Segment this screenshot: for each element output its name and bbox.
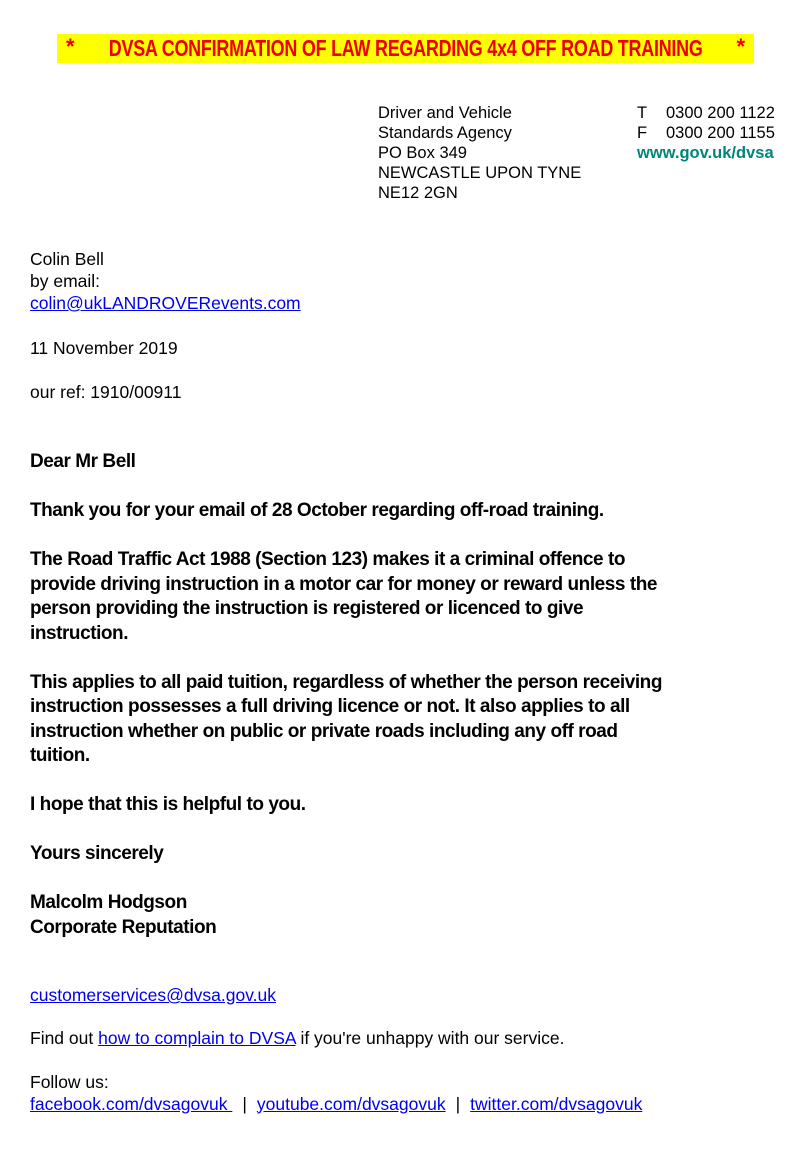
separator: |: [242, 1093, 247, 1114]
social-links-row: [30, 1094, 642, 1116]
letter-body: [30, 450, 662, 940]
phone-number: 0300 200 1122: [666, 104, 775, 122]
contact-block: [637, 103, 775, 163]
signature-block: [30, 891, 662, 940]
sender-address-line: Driver and Vehicle: [378, 104, 512, 122]
recipient-name: Colin Bell: [30, 249, 104, 269]
sender-address-line: Standards Agency: [378, 124, 512, 142]
complain-prefix: Find out: [30, 1028, 99, 1048]
recipient-block: [30, 248, 301, 403]
banner: [57, 34, 754, 63]
sender-address: [378, 103, 581, 203]
facebook-link[interactable]: facebook.com/dvsagovuk: [30, 1093, 233, 1114]
banner-asterisk-left: *: [66, 34, 75, 59]
complain-link[interactable]: how to complain to DVSA: [98, 1028, 296, 1048]
sender-address-line: NE12 2GN: [378, 184, 458, 202]
sender-address-line: PO Box 349: [378, 144, 467, 162]
banner-title: DVSA CONFIRMATION OF LAW REGARDING 4x4 OFF ROAD TRAINING: [108, 35, 703, 61]
sender-address-line: NEWCASTLE UPON TYNE: [378, 164, 582, 182]
follow-us-label: Follow us:: [30, 1072, 109, 1092]
banner-asterisk-right: *: [736, 34, 745, 59]
salutation: Dear Mr Bell: [30, 451, 136, 472]
closing: Yours sincerely: [30, 843, 164, 864]
paragraph: This applies to all paid tuition, regardless of whether the person receiving instruction possesses a full driving licence or not. It also applies to all instruction whether on public or private roads including any off road tuition.: [30, 671, 662, 766]
fax-label: F: [637, 124, 648, 142]
customer-services-email-link[interactable]: customerservices@dvsa.gov.uk: [30, 985, 276, 1005]
separator: |: [455, 1093, 461, 1114]
twitter-link[interactable]: twitter.com/dvsagovuk: [470, 1093, 643, 1114]
letter-reference: our ref: 1910/00911: [30, 382, 182, 402]
youtube-link[interactable]: youtube.com/dvsagovuk: [256, 1093, 446, 1114]
footer-email-row: [30, 985, 642, 1007]
recipient-delivery: by email:: [30, 271, 101, 291]
paragraph: The Road Traffic Act 1988 (Section 123) makes it a criminal offence to provide driving instruction in a motor car for money or reward unless the person providing the instruction is registered or licenced to give instruction.: [30, 549, 657, 644]
paragraph: I hope that this is helpful to you.: [30, 794, 306, 815]
complain-row: [30, 1028, 642, 1050]
recipient-email-link[interactable]: colin@ukLANDROVERevents.com: [30, 293, 301, 313]
signature-name: Malcolm Hodgson: [30, 892, 187, 913]
letter-footer: [30, 985, 642, 1115]
complain-suffix: if you're unhappy with our service.: [295, 1028, 565, 1048]
fax-row: [637, 123, 775, 143]
phone-row: [637, 103, 775, 123]
letter-date: 11 November 2019: [30, 338, 178, 358]
paragraph: Thank you for your email of 28 October regarding off-road training.: [30, 500, 604, 521]
signature-title: Corporate Reputation: [30, 916, 217, 938]
website-link[interactable]: www.gov.uk/dvsa: [637, 144, 774, 162]
fax-number: 0300 200 1155: [666, 124, 775, 142]
phone-label: T: [637, 104, 648, 122]
